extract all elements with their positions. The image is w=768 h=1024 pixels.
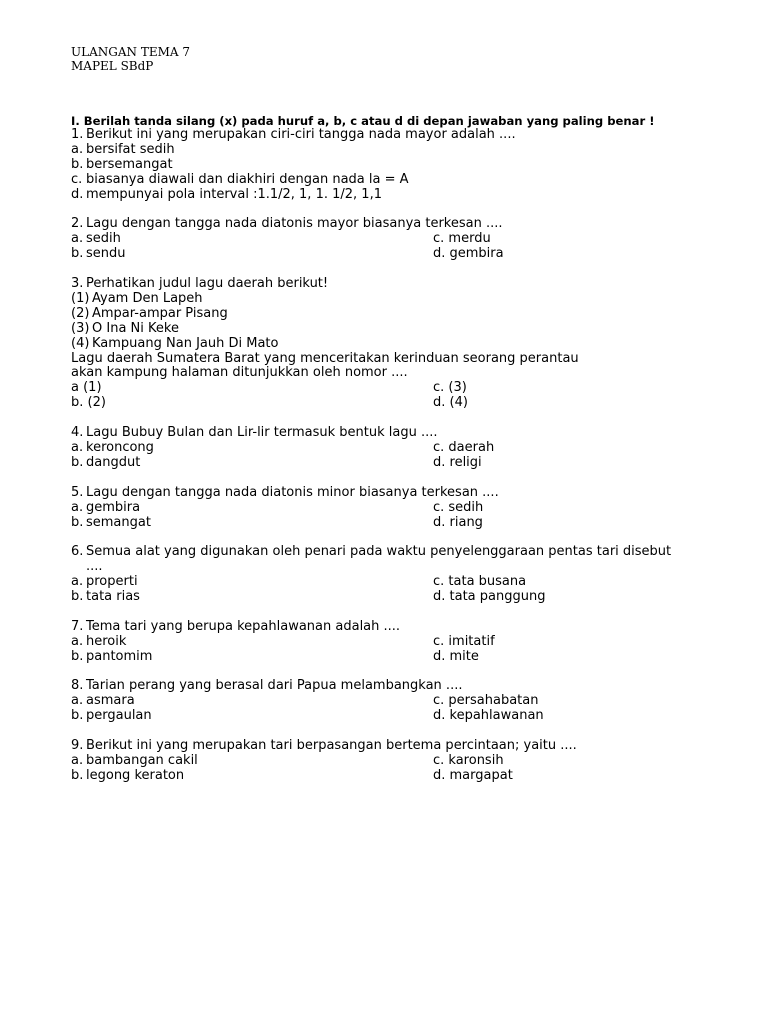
question-1	[71, 128, 721, 203]
option-d: d. riang	[433, 514, 483, 530]
question-number: 8.	[71, 678, 84, 694]
option-c: c. sedih	[433, 499, 484, 515]
option-c: c. tata busana	[433, 574, 527, 590]
option-d: d. kepahlawanan	[433, 708, 544, 724]
option-label: b.	[71, 648, 84, 664]
question-3	[71, 277, 721, 411]
question-9	[71, 739, 721, 784]
question-number: 5.	[71, 484, 84, 500]
option-c: c. karonsih	[433, 752, 504, 768]
question-text: Lagu dengan tangga nada diatonis minor biasanya terkesan ....	[86, 484, 499, 500]
exam-title: ULANGAN TEMA 7	[71, 45, 190, 59]
list-item: Ayam Den Lapeh	[92, 290, 203, 306]
option-label: b.	[71, 246, 84, 262]
option-a: bambangan cakil	[86, 752, 198, 768]
option-b: dangdut	[86, 454, 141, 470]
question-text: Lagu Bubuy Bulan dan Lir-lir termasuk bentuk lagu ....	[86, 425, 438, 441]
question-2	[71, 217, 721, 262]
option-a: a (1)	[71, 380, 102, 396]
option-a: sedih	[86, 231, 121, 247]
option-a: heroik	[86, 633, 127, 649]
option-label: b.	[71, 708, 84, 724]
question-text: Tarian perang yang berasal dari Papua melambangkan ....	[86, 678, 463, 694]
list-item: Ampar-ampar Pisang	[92, 305, 228, 321]
option-label: d.	[71, 186, 84, 202]
option-b: semangat	[86, 514, 151, 530]
question-number: 7.	[71, 618, 84, 634]
option-a: bersifat sedih	[86, 141, 175, 157]
document-header	[71, 45, 190, 73]
option-label: b.	[71, 767, 84, 783]
option-b: pantomim	[86, 648, 153, 664]
question-number: 2.	[71, 216, 84, 232]
list-label: (4)	[71, 335, 90, 351]
question-6	[71, 545, 721, 605]
question-text: Berikut ini yang merupakan tari berpasangan bertema percintaan; yaitu ....	[86, 738, 577, 754]
option-a: properti	[86, 574, 138, 590]
option-label: b.	[71, 454, 84, 470]
question-text-continued: ....	[86, 559, 103, 575]
option-label: a.	[71, 693, 84, 709]
question-text: Lagu dengan tangga nada diatonis mayor biasanya terkesan ....	[86, 216, 503, 232]
subject-title: MAPEL SBdP	[71, 59, 154, 73]
question-8	[71, 679, 721, 724]
option-d: mempunyai pola interval :1.1/2, 1, 1. 1/2, 1,1	[86, 186, 382, 202]
question-4	[71, 426, 721, 471]
option-label: b.	[71, 514, 84, 530]
option-d: d. margapat	[433, 767, 513, 783]
question-text: Perhatikan judul lagu daerah berikut!	[86, 276, 329, 292]
option-label: a.	[71, 574, 84, 590]
option-b: pergaulan	[86, 708, 152, 724]
option-d: d. gembira	[433, 246, 504, 262]
list-item: O Ina Ni Keke	[92, 320, 179, 336]
option-label: b.	[71, 589, 84, 605]
question-text: Berikut ini yang merupakan ciri-ciri tangga nada mayor adalah ....	[86, 127, 516, 142]
question-list	[71, 114, 721, 784]
option-label: b.	[71, 156, 84, 172]
option-b: sendu	[86, 246, 126, 262]
instruction: I. Berilah tanda silang (x) pada huruf a, b, c atau d di depan jawaban yang paling benar !	[71, 114, 655, 128]
list-label: (1)	[71, 290, 90, 306]
option-c: c. merdu	[433, 231, 491, 247]
option-a: keroncong	[86, 439, 154, 455]
question-stem: Lagu daerah Sumatera Barat yang menceritakan kerinduan seorang perantau	[71, 350, 579, 366]
option-label: a.	[71, 141, 84, 157]
option-a: asmara	[86, 693, 135, 709]
option-d: d. (4)	[433, 395, 468, 411]
option-label: c.	[71, 171, 83, 187]
option-label: a.	[71, 633, 84, 649]
option-c: c. (3)	[433, 380, 467, 396]
list-item: Kampuang Nan Jauh Di Mato	[92, 335, 279, 351]
option-label: a.	[71, 499, 84, 515]
list-label: (3)	[71, 320, 90, 336]
option-d: d. tata panggung	[433, 589, 546, 605]
question-5	[71, 486, 721, 531]
option-c: biasanya diawali dan diakhiri dengan nada la = A	[86, 171, 409, 187]
question-stem: akan kampung halaman ditunjukkan oleh nomor ....	[71, 365, 408, 381]
option-c: c. persahabatan	[433, 693, 539, 709]
option-b: legong keraton	[86, 767, 185, 783]
question-text: Tema tari yang berupa kepahlawanan adalah ....	[86, 618, 401, 634]
option-c: c. imitatif	[433, 633, 495, 649]
list-label: (2)	[71, 305, 90, 321]
question-number: 6.	[71, 544, 84, 560]
option-d: d. mite	[433, 648, 479, 664]
question-number: 4.	[71, 425, 84, 441]
option-b: tata rias	[86, 589, 140, 605]
option-b: bersemangat	[86, 156, 173, 172]
option-d: d. religi	[433, 454, 482, 470]
question-number: 9.	[71, 738, 84, 754]
option-label: a.	[71, 231, 84, 247]
option-label: a.	[71, 752, 84, 768]
question-number: 3.	[71, 276, 84, 292]
question-7	[71, 620, 721, 665]
question-text: Semua alat yang digunakan oleh penari pada waktu penyelenggaraan pentas tari disebut	[86, 544, 672, 560]
question-number: 1.	[71, 127, 84, 142]
option-a: gembira	[86, 499, 141, 515]
option-c: c. daerah	[433, 439, 495, 455]
option-b: b. (2)	[71, 395, 106, 411]
option-label: a.	[71, 439, 84, 455]
